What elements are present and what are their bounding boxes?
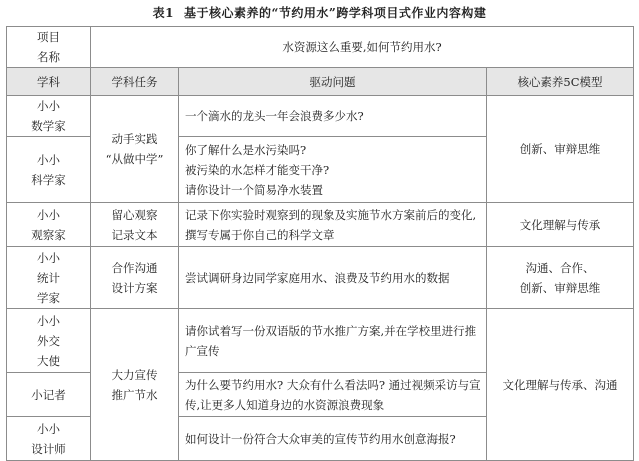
project-table (6, 26, 634, 461)
header-row (7, 68, 634, 96)
task-cell-merged: 动手实践 “从做中学” (91, 96, 179, 203)
subject-cell: 小记者 (7, 373, 91, 417)
literacy-cell: 沟通、合作、 创新、审辩思维 (487, 247, 634, 309)
task-cell-merged: 大力宣传 推广节水 (91, 309, 179, 461)
question-cell: 记录下你实验时观察到的现象及实施节水方案前后的变化,撰写专属于你自己的科学文章 (179, 203, 487, 247)
question-cell: 请你试着写一份双语版的节水推广方案,并在学校里进行推广宣传 (179, 309, 487, 373)
table-caption (0, 4, 639, 21)
task-cell: 合作沟通 设计方案 (91, 247, 179, 309)
table-number: 表1 (152, 6, 175, 20)
question-cell: 你了解什么是水污染吗? 被污染的水怎样才能变干净? 请你设计一个简易净水装置 (179, 137, 487, 203)
subject-cell: 小小 统计 学家 (7, 247, 91, 309)
task-cell: 留心观察 记录文本 (91, 203, 179, 247)
question-cell: 为什么要节约用水? 大众有什么看法吗? 通过视频采访与宣传,让更多人知道身边的水资源浪费现象 (179, 373, 487, 417)
table-row (7, 309, 634, 373)
subject-cell: 小小 外交 大使 (7, 309, 91, 373)
project-name-cell: 水资源这么重要,如何节约用水? (91, 27, 634, 68)
literacy-cell: 文化理解与传承 (487, 203, 634, 247)
project-label-cell: 项目 名称 (7, 27, 91, 68)
table-row (7, 247, 634, 309)
header-question: 驱动问题 (179, 68, 487, 96)
table-row (7, 96, 634, 137)
subject-cell: 小小 观察家 (7, 203, 91, 247)
question-cell: 一个滴水的龙头一年会浪费多少水? (179, 96, 487, 137)
question-cell: 尝试调研身边同学家庭用水、浪费及节约用水的数据 (179, 247, 487, 309)
subject-cell: 小小 数学家 (7, 96, 91, 137)
literacy-cell-merged: 创新、审辩思维 (487, 96, 634, 203)
literacy-cell-merged: 文化理解与传承、沟通 (487, 309, 634, 461)
table-row (7, 203, 634, 247)
header-subject: 学科 (7, 68, 91, 96)
question-cell: 如何设计一份符合大众审美的宣传节约用水创意海报? (179, 417, 487, 461)
header-task: 学科任务 (91, 68, 179, 96)
project-name-row (7, 27, 634, 68)
subject-cell: 小小 科学家 (7, 137, 91, 203)
header-literacy: 核心素养5C模型 (487, 68, 634, 96)
table-title: 基于核心素养的“节约用水”跨学科项目式作业内容构建 (184, 6, 487, 20)
subject-cell: 小小 设计师 (7, 417, 91, 461)
